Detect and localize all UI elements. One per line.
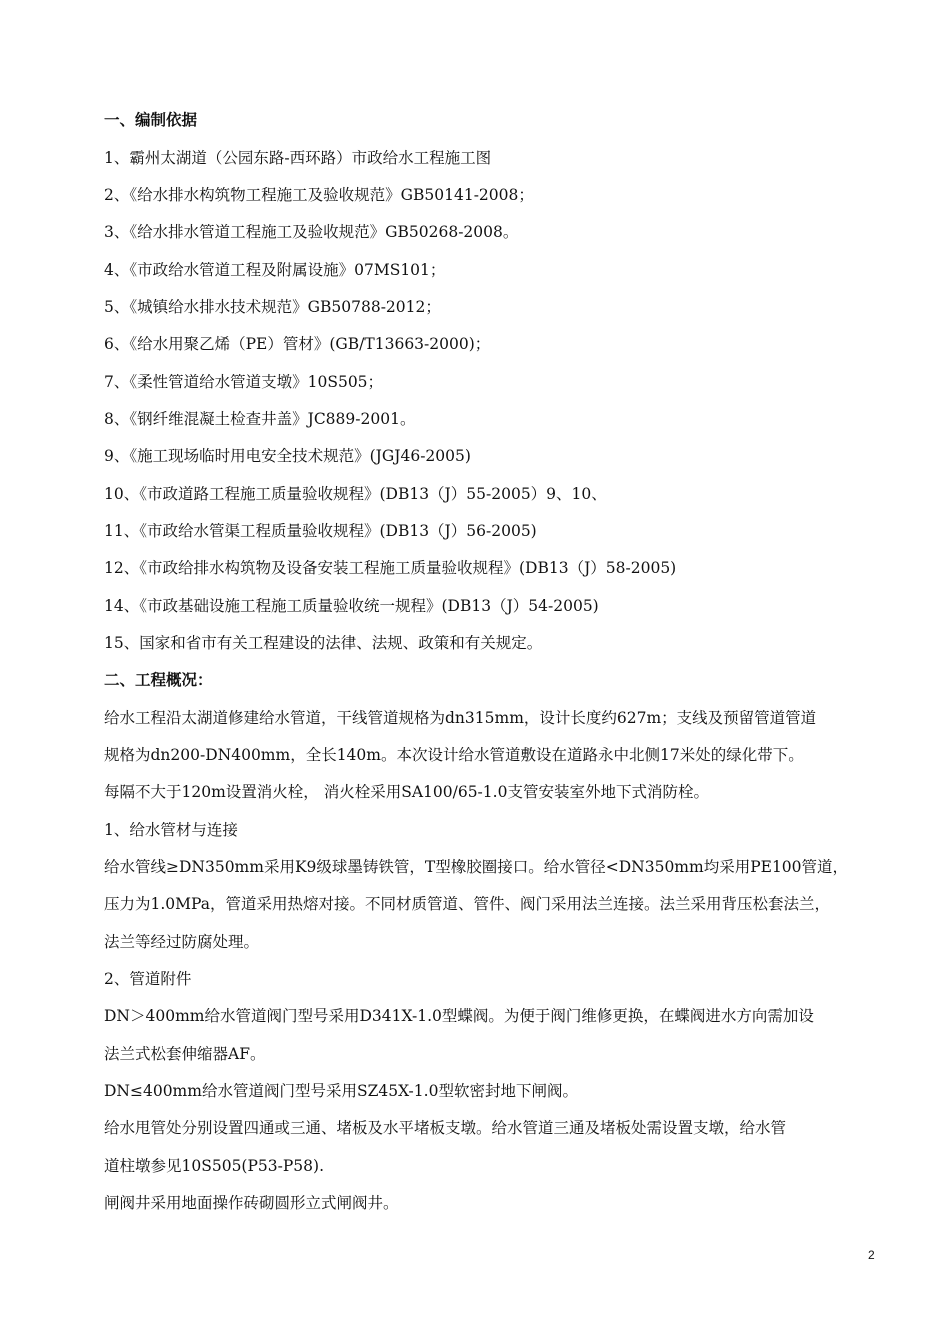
section-heading-basis: 一、编制依据 (104, 111, 198, 129)
basis-item: 12、《市政给排水构筑物及设备安装工程施工质量验收规程》(DB13（J）58-2005) (104, 559, 677, 577)
basis-item: 9、《施工现场临时用电安全技术规范》(JGJ46-2005) (104, 447, 471, 465)
basis-item: 8、《钢纤维混凝土检查井盖》JC889-2001。 (104, 410, 416, 428)
overview-line: 规格为dn200-DN400mm，全长140m。本次设计给水管道敷设在道路永中北侧17米处的绿化带下。 (104, 746, 804, 764)
basis-item: 6、《给水用聚乙烯（PE）管材》(GB/T13663-2000)； (104, 335, 491, 353)
overview-line: DN＞400mm给水管道阀门型号采用D341X-1.0型蝶阀。为便于阀门维修更换，在蝶阀进水方向需加设 (104, 1007, 814, 1025)
basis-item: 15、国家和省市有关工程建设的法律、法规、政策和有关规定。 (104, 634, 543, 652)
basis-item: 3、《给水排水管道工程施工及验收规范》GB50268-2008。 (104, 223, 519, 241)
basis-item: 2、《给水排水构筑物工程施工及验收规范》GB50141-2008； (104, 186, 534, 204)
basis-item: 5、《城镇给水排水技术规范》GB50788-2012； (104, 298, 441, 316)
basis-item: 1、霸州太湖道（公园东路-西环路）市政给水工程施工图 (104, 149, 492, 167)
overview-line: 闸阀井采用地面操作砖砌圆形立式闸阀井。 (104, 1194, 399, 1212)
basis-item: 14、《市政基础设施工程施工质量验收统一规程》(DB13（J）54-2005) (104, 597, 599, 615)
overview-line: 每隔不大于120m设置消火栓， 消火栓采用SA100/65-1.0支管安装室外地下式消防栓。 (104, 783, 709, 801)
overview-line: DN≤400mm给水管道阀门型号采用SZ45X-1.0型软密封地下闸阀。 (104, 1082, 578, 1100)
page-number: 2 (868, 1248, 875, 1262)
overview-line: 道柱墩参见10S505(P53-P58). (104, 1157, 324, 1175)
basis-item: 7、《柔性管道给水管道支墩》10S505； (104, 373, 384, 391)
overview-line: 压力为1.0MPa，管道采用热熔对接。不同材质管道、管件、阀门采用法兰连接。法兰采用背压松套法兰， (104, 895, 830, 913)
subheading-pipe-material: 1、给水管材与连接 (104, 821, 238, 839)
overview-line: 法兰等经过防腐处理。 (104, 933, 260, 951)
basis-item: 10、《市政道路工程施工质量验收规程》(DB13（J）55-2005）9、10、 (104, 485, 607, 503)
basis-item: 11、《市政给水管渠工程质量验收规程》(DB13（J）56-2005) (104, 522, 537, 540)
subheading-pipe-fittings: 2、管道附件 (104, 970, 192, 988)
basis-item: 4、《市政给水管道工程及附属设施》07MS101； (104, 261, 446, 279)
overview-line: 给水管线≥DN350mm采用K9级球墨铸铁管，T型橡胶圈接口。给水管径<DN350mm均采用PE100管道， (104, 858, 849, 876)
overview-line: 给水工程沿太湖道修建给水管道，干线管道规格为dn315mm，设计长度约627m；支线及预留管道管道 (104, 709, 817, 727)
overview-line: 给水甩管处分别设置四通或三通、堵板及水平堵板支墩。给水管道三通及堵板处需设置支墩，给水管 (104, 1119, 787, 1137)
overview-line: 法兰式松套伸缩器AF。 (104, 1045, 266, 1063)
section-heading-overview: 二、工程概况： (104, 671, 213, 689)
